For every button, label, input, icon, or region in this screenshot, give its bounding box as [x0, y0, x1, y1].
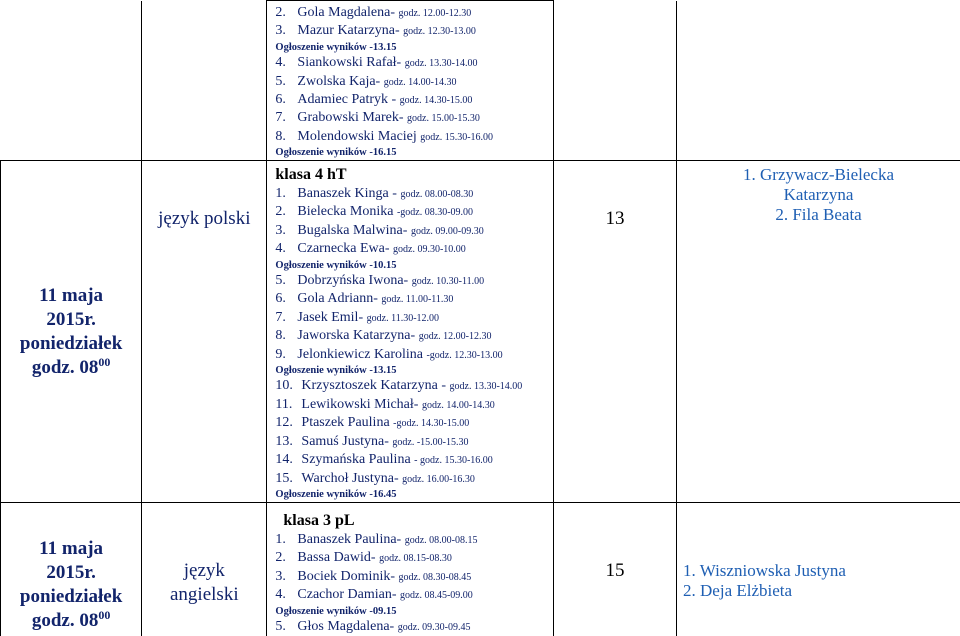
item-number: 4.	[275, 586, 297, 603]
list-item	[275, 222, 552, 240]
student-name: Ptaszek Paulina	[301, 415, 389, 430]
list-item	[275, 531, 552, 549]
item-number: 5.	[275, 618, 297, 635]
student-list	[267, 1, 553, 161]
list-item	[275, 396, 552, 414]
results-announcement: Ogłoszenie wyników -16.15	[275, 146, 552, 159]
item-number: 7.	[275, 109, 297, 126]
exam-time: godz. 11.30-12.00	[367, 313, 439, 324]
exam-time: - godz. 15.30-16.00	[414, 455, 493, 466]
student-name: Bassa Dawid-	[297, 550, 375, 565]
result-line: 1. Grzywacz-Bielecka	[677, 165, 960, 185]
item-number: 9.	[275, 346, 297, 363]
class-label: klasa 4 hT	[275, 161, 552, 185]
student-name: Jelonkiewicz Karolina	[297, 347, 423, 362]
item-number: 10.	[275, 377, 301, 394]
item-number: 6.	[275, 91, 297, 108]
list-item	[275, 4, 552, 22]
student-name: Zwolska Kaja-	[297, 74, 380, 89]
student-name: Szymańska Paulina	[301, 452, 410, 467]
results-announcement: Ogłoszenie wyników -10.15	[275, 259, 552, 272]
list-item	[275, 327, 552, 345]
student-name: Gola Adriann-	[297, 291, 377, 306]
list-item	[275, 272, 552, 290]
subject-cell: język polski	[142, 161, 267, 503]
exam-time: -godz. 08.30-09.00	[397, 207, 473, 218]
item-number: 11.	[275, 396, 301, 413]
exam-time: godz. 09.30-10.00	[393, 244, 466, 255]
exam-time: -godz. 12.30-13.00	[426, 350, 502, 361]
student-count: 13	[553, 161, 676, 503]
exam-time: godz. 08.45-09.00	[400, 590, 473, 601]
list-item	[275, 414, 552, 432]
list-item	[275, 185, 552, 203]
empty-cell	[142, 1, 267, 161]
exam-time: godz. 09.30-09.45	[398, 622, 471, 633]
results-cell	[677, 503, 960, 636]
item-number: 1.	[275, 531, 297, 548]
student-name: Adamiec Patryk -	[297, 92, 396, 107]
student-name: Samuś Justyna-	[301, 434, 389, 449]
exam-time: godz. 16.00-16.30	[402, 474, 475, 485]
student-name: Lewikowski Michał-	[301, 397, 418, 412]
student-name: Bielecka Monika	[297, 204, 393, 219]
results-announcement: Ogłoszenie wyników -13.15	[275, 41, 552, 54]
list-item	[275, 586, 552, 604]
exam-time: godz. 14.00-14.30	[384, 77, 457, 88]
item-number: 8.	[275, 128, 297, 145]
exam-time: godz. 08.30-08.45	[399, 572, 472, 583]
student-name: Molendowski Maciej	[297, 129, 416, 144]
table-row	[1, 1, 960, 161]
student-count: 15	[553, 503, 676, 636]
item-number: 2.	[275, 4, 297, 21]
list-item	[275, 128, 552, 146]
result-line: 1. Wiszniowska Justyna	[683, 561, 960, 581]
student-name: Jasek Emil-	[297, 310, 363, 325]
exam-time: godz. 12.30-13.00	[403, 26, 476, 37]
student-name: Gola Magdalena-	[297, 5, 395, 20]
item-number: 12.	[275, 414, 301, 431]
student-name: Warchoł Justyna-	[301, 471, 398, 486]
item-number: 8.	[275, 327, 297, 344]
student-name: Czachor Damian-	[297, 587, 396, 602]
student-list	[267, 503, 553, 636]
student-name: Mazur Katarzyna-	[297, 23, 399, 38]
empty-cell	[1, 1, 142, 161]
results-announcement: Ogłoszenie wyników -16.45	[275, 488, 552, 501]
item-number: 5.	[275, 272, 297, 289]
date-cell: 11 maja 2015r. poniedziałek godz. $08^{00}$	[1, 161, 142, 503]
table-row	[1, 503, 960, 636]
exam-time: godz. 12.00-12.30	[419, 331, 492, 342]
class-label: klasa 3 pL	[275, 503, 552, 531]
results-announcement: Ogłoszenie wyników -09.15	[275, 605, 552, 618]
exam-time: godz. 14.00-14.30	[422, 400, 495, 411]
exam-time: godz. 15.30-16.00	[420, 132, 493, 143]
list-item	[275, 54, 552, 72]
exam-time: -godz. 14.30-15.00	[393, 418, 469, 429]
exam-time: godz. 13.30-14.00	[450, 381, 523, 392]
result-line: Katarzyna	[677, 185, 960, 205]
exam-time: godz. 10.30-11.00	[412, 276, 484, 287]
item-number: 2.	[275, 549, 297, 566]
list-item	[275, 377, 552, 395]
list-item	[275, 22, 552, 40]
list-item	[275, 433, 552, 451]
student-name: Dobrzyńska Iwona-	[297, 273, 408, 288]
list-item	[275, 346, 552, 364]
results-cell	[677, 161, 960, 503]
list-item	[275, 618, 552, 636]
item-number: 4.	[275, 240, 297, 257]
result-line: 2. Deja Elżbieta	[683, 581, 960, 601]
list-item	[275, 240, 552, 258]
date-cell: 11 maja 2015r. poniedziałek godz. $08^{00}$	[1, 503, 142, 636]
item-number: 15.	[275, 470, 301, 487]
item-number: 4.	[275, 54, 297, 71]
item-number: 14.	[275, 451, 301, 468]
exam-time: godz. 13.30-14.00	[405, 58, 478, 69]
item-number: 3.	[275, 222, 297, 239]
results-announcement: Ogłoszenie wyników -13.15	[275, 364, 552, 377]
table-row	[1, 161, 960, 503]
student-name: Czarnecka Ewa-	[297, 241, 389, 256]
student-name: Siankowski Rafał-	[297, 55, 401, 70]
student-name: Banaszek Kinga -	[297, 186, 397, 201]
exam-time: godz. 08.15-08.30	[379, 553, 452, 564]
item-number: 13.	[275, 433, 301, 450]
list-item	[275, 470, 552, 488]
list-item	[275, 73, 552, 91]
student-name: Głos Magdalena-	[297, 619, 394, 634]
item-number: 7.	[275, 309, 297, 326]
empty-cell	[677, 1, 960, 161]
item-number: 5.	[275, 73, 297, 90]
student-name: Jaworska Katarzyna-	[297, 328, 415, 343]
empty-cell	[553, 1, 676, 161]
result-line: 2. Fila Beata	[677, 205, 960, 225]
exam-time: godz. 09.00-09.30	[411, 226, 484, 237]
item-number: 2.	[275, 203, 297, 220]
list-item	[275, 290, 552, 308]
student-name: Bociek Dominik-	[297, 569, 395, 584]
exam-time: godz. 14.30-15.00	[400, 95, 473, 106]
subject-cell: język angielski	[142, 503, 267, 636]
student-list	[267, 161, 553, 503]
student-name: Banaszek Paulina-	[297, 532, 401, 547]
exam-time: godz. 15.00-15.30	[407, 113, 480, 124]
list-item	[275, 91, 552, 109]
list-item	[275, 549, 552, 567]
list-item	[275, 309, 552, 327]
list-item	[275, 203, 552, 221]
exam-time: godz. 11.00-11.30	[381, 294, 453, 305]
student-name: Krzysztoszek Katarzyna -	[301, 378, 446, 393]
list-item	[275, 451, 552, 469]
item-number: 3.	[275, 22, 297, 39]
student-name: Bugalska Malwina-	[297, 223, 407, 238]
exam-time: godz. 08.00-08.15	[405, 535, 478, 546]
exam-time: godz. 12.00-12.30	[398, 8, 471, 19]
item-number: 1.	[275, 185, 297, 202]
list-item	[275, 568, 552, 586]
student-name: Grabowski Marek-	[297, 110, 403, 125]
exam-time: godz. 08.00-08.30	[400, 189, 473, 200]
list-item	[275, 109, 552, 127]
item-number: 6.	[275, 290, 297, 307]
exam-time: godz. -15.00-15.30	[392, 437, 468, 448]
item-number: 3.	[275, 568, 297, 585]
